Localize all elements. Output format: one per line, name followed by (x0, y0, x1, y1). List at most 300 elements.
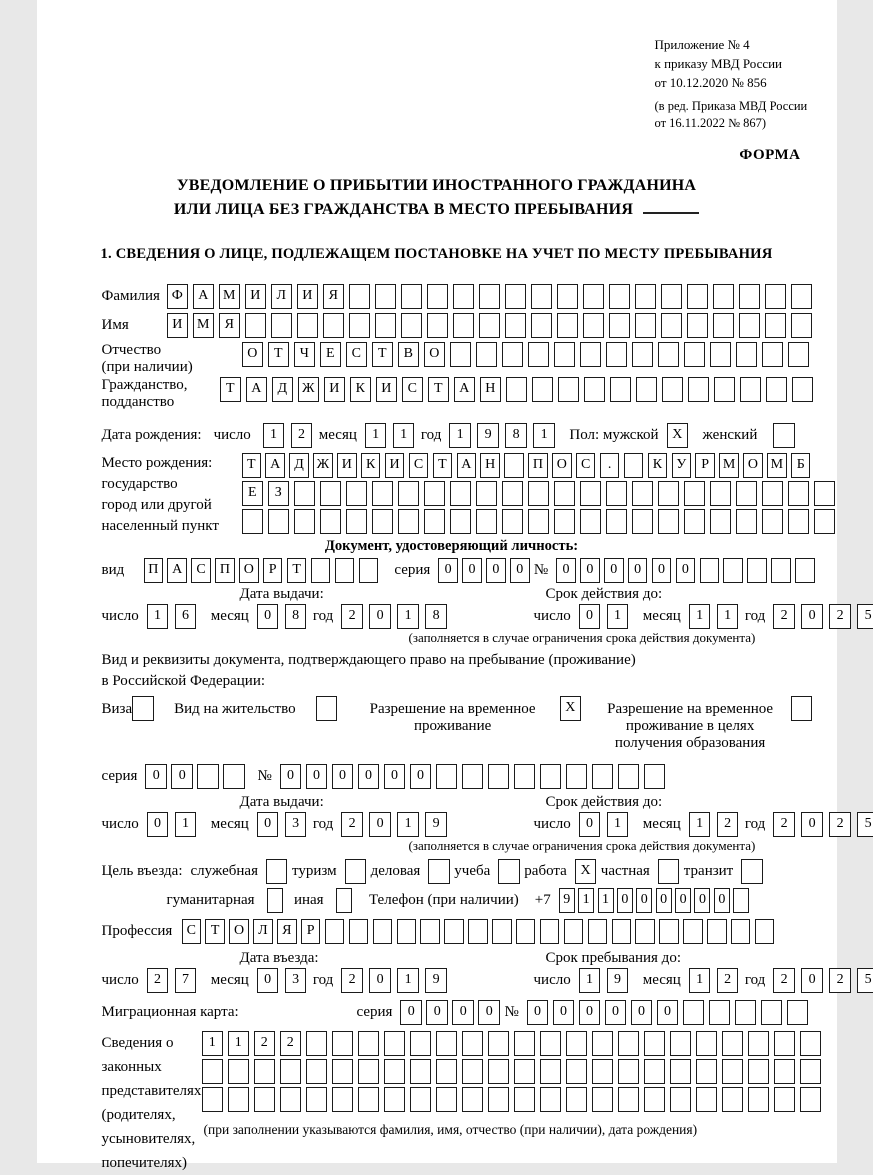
representative-cell[interactable] (670, 1059, 692, 1084)
surname-cell[interactable] (427, 284, 449, 309)
birthplace-cell[interactable] (580, 509, 602, 534)
representative-cell[interactable] (514, 1031, 536, 1056)
birthplace-cell[interactable] (268, 509, 290, 534)
valid-year-cell[interactable]: 5 (857, 604, 873, 629)
firstname-cell[interactable] (687, 313, 709, 338)
r-valid-day-cell[interactable]: 1 (607, 812, 629, 837)
patronymic-cell[interactable]: Т (268, 342, 290, 367)
birthplace-cell[interactable] (476, 509, 498, 534)
patronymic-cell[interactable]: О (424, 342, 446, 367)
profession-cell[interactable] (540, 919, 560, 944)
doc-number-cell[interactable] (771, 558, 791, 583)
migration-number-cell[interactable] (735, 1000, 757, 1025)
birthplace-cell[interactable] (476, 481, 498, 506)
birth-year-cell[interactable]: 9 (477, 423, 499, 448)
phone-digit-cell[interactable]: 0 (617, 888, 633, 913)
doc-number-cell[interactable] (795, 558, 815, 583)
citizenship-cell[interactable]: Т (220, 377, 242, 402)
representative-cell[interactable] (410, 1031, 432, 1056)
doc-number-cell[interactable]: 0 (652, 558, 672, 583)
birthplace-cell[interactable]: Р (695, 453, 715, 478)
residence-number-cell[interactable]: 0 (280, 764, 302, 789)
residence-number-cell[interactable]: 0 (306, 764, 328, 789)
profession-cell[interactable]: Л (253, 919, 273, 944)
profession-cell[interactable] (707, 919, 727, 944)
r-valid-year-cell[interactable]: 2 (829, 812, 851, 837)
birthplace-cell[interactable]: П (528, 453, 548, 478)
patronymic-cell[interactable] (502, 342, 524, 367)
patronymic-cell[interactable] (684, 342, 706, 367)
valid-year-cell[interactable]: 2 (773, 604, 795, 629)
representative-cell[interactable] (800, 1087, 822, 1112)
patronymic-cell[interactable] (450, 342, 472, 367)
doc-series-cell[interactable]: 0 (462, 558, 482, 583)
doc-number-cell[interactable] (723, 558, 743, 583)
residence-number-cell[interactable]: 0 (332, 764, 354, 789)
surname-cell[interactable]: А (193, 284, 215, 309)
patronymic-cell[interactable]: О (242, 342, 264, 367)
migration-series-cell[interactable]: 0 (426, 1000, 448, 1025)
doc-series-cell[interactable]: 0 (438, 558, 458, 583)
doc-kind-cell[interactable]: Т (287, 558, 307, 583)
surname-cell[interactable] (609, 284, 631, 309)
issue-month-cell[interactable]: 0 (257, 604, 279, 629)
r-issue-year-cell[interactable]: 1 (397, 812, 419, 837)
birthplace-cell[interactable]: М (767, 453, 787, 478)
patronymic-cell[interactable]: В (398, 342, 420, 367)
male-checkbox[interactable]: X (667, 423, 689, 448)
migration-number-cell[interactable]: 0 (631, 1000, 653, 1025)
issue-year-cell[interactable]: 8 (425, 604, 447, 629)
migration-series-cell[interactable]: 0 (452, 1000, 474, 1025)
valid-month-cell[interactable]: 1 (689, 604, 711, 629)
representative-cell[interactable] (462, 1059, 484, 1084)
birthplace-cell[interactable]: С (409, 453, 429, 478)
firstname-cell[interactable]: М (193, 313, 215, 338)
doc-number-cell[interactable]: 0 (580, 558, 600, 583)
representative-cell[interactable] (566, 1059, 588, 1084)
representative-cell[interactable] (696, 1059, 718, 1084)
r-issue-day-cell[interactable]: 0 (147, 812, 169, 837)
birth-month-cell[interactable]: 1 (365, 423, 387, 448)
birthplace-cell[interactable]: Ж (313, 453, 333, 478)
migration-series-cell[interactable]: 0 (478, 1000, 500, 1025)
birthplace-cell[interactable] (624, 453, 644, 478)
female-checkbox[interactable] (773, 423, 795, 448)
purpose-other-checkbox[interactable] (336, 888, 352, 913)
profession-cell[interactable]: О (229, 919, 249, 944)
surname-cell[interactable] (479, 284, 501, 309)
profession-cell[interactable] (564, 919, 584, 944)
birthplace-cell[interactable]: Е (242, 481, 264, 506)
surname-cell[interactable] (791, 284, 813, 309)
representative-cell[interactable] (384, 1031, 406, 1056)
representative-cell[interactable] (618, 1087, 640, 1112)
representative-cell[interactable] (332, 1031, 354, 1056)
phone-digit-cell[interactable]: 9 (559, 888, 575, 913)
patronymic-cell[interactable] (580, 342, 602, 367)
r-valid-year-cell[interactable]: 0 (801, 812, 823, 837)
representative-cell[interactable]: 1 (202, 1031, 224, 1056)
birthplace-cell[interactable] (684, 481, 706, 506)
phone-digit-cell[interactable]: 0 (694, 888, 710, 913)
representative-cell[interactable] (384, 1059, 406, 1084)
stay-year-cell[interactable]: 5 (857, 968, 873, 993)
representative-cell[interactable] (358, 1031, 380, 1056)
representative-cell[interactable] (280, 1059, 302, 1084)
surname-cell[interactable] (531, 284, 553, 309)
profession-cell[interactable] (659, 919, 679, 944)
residence-number-cell[interactable] (488, 764, 510, 789)
representative-cell[interactable] (566, 1087, 588, 1112)
firstname-cell[interactable] (661, 313, 683, 338)
surname-cell[interactable] (557, 284, 579, 309)
surname-cell[interactable] (375, 284, 397, 309)
doc-series-cell[interactable]: 0 (510, 558, 530, 583)
firstname-cell[interactable] (505, 313, 527, 338)
r-issue-month-cell[interactable]: 0 (257, 812, 279, 837)
profession-cell[interactable] (492, 919, 512, 944)
citizenship-cell[interactable]: И (376, 377, 398, 402)
representative-cell[interactable] (748, 1087, 770, 1112)
representative-cell[interactable] (540, 1031, 562, 1056)
birthplace-cell[interactable]: И (337, 453, 357, 478)
phone-digit-cell[interactable] (733, 888, 749, 913)
profession-cell[interactable] (325, 919, 345, 944)
birthplace-cell[interactable] (736, 509, 758, 534)
patronymic-cell[interactable] (554, 342, 576, 367)
representative-cell[interactable] (358, 1087, 380, 1112)
purpose-business-checkbox[interactable] (428, 859, 450, 884)
patronymic-cell[interactable] (606, 342, 628, 367)
r-valid-month-cell[interactable]: 1 (689, 812, 711, 837)
birthplace-cell[interactable]: Т (242, 453, 262, 478)
birthplace-cell[interactable]: А (457, 453, 477, 478)
representative-cell[interactable] (722, 1087, 744, 1112)
firstname-cell[interactable] (453, 313, 475, 338)
citizenship-cell[interactable]: А (454, 377, 476, 402)
birthplace-cell[interactable] (320, 509, 342, 534)
visa-checkbox[interactable] (132, 696, 154, 721)
residence-number-cell[interactable] (618, 764, 640, 789)
firstname-cell[interactable] (375, 313, 397, 338)
patronymic-cell[interactable] (658, 342, 680, 367)
doc-series-cell[interactable]: 0 (486, 558, 506, 583)
surname-cell[interactable]: Л (271, 284, 293, 309)
r-valid-day-cell[interactable]: 0 (579, 812, 601, 837)
phone-digit-cell[interactable]: 0 (714, 888, 730, 913)
birthplace-cell[interactable] (554, 509, 576, 534)
birth-day-cell[interactable]: 2 (291, 423, 313, 448)
patronymic-cell[interactable] (736, 342, 758, 367)
purpose-transit-checkbox[interactable] (741, 859, 763, 884)
entry-year-cell[interactable]: 2 (341, 968, 363, 993)
representative-cell[interactable] (488, 1059, 510, 1084)
residence-number-cell[interactable]: 0 (410, 764, 432, 789)
birthplace-cell[interactable] (580, 481, 602, 506)
migration-number-cell[interactable]: 0 (657, 1000, 679, 1025)
r-issue-year-cell[interactable]: 9 (425, 812, 447, 837)
patronymic-cell[interactable]: Т (372, 342, 394, 367)
citizenship-cell[interactable] (792, 377, 814, 402)
issue-month-cell[interactable]: 8 (285, 604, 307, 629)
stay-year-cell[interactable]: 2 (829, 968, 851, 993)
firstname-cell[interactable]: И (167, 313, 189, 338)
representative-cell[interactable] (670, 1087, 692, 1112)
representative-cell[interactable] (592, 1031, 614, 1056)
doc-kind-cell[interactable]: П (215, 558, 235, 583)
representative-cell[interactable] (618, 1031, 640, 1056)
firstname-cell[interactable] (713, 313, 735, 338)
patronymic-cell[interactable] (788, 342, 810, 367)
patronymic-cell[interactable] (476, 342, 498, 367)
birth-year-cell[interactable]: 8 (505, 423, 527, 448)
valid-month-cell[interactable]: 1 (717, 604, 739, 629)
surname-cell[interactable] (739, 284, 761, 309)
birthplace-cell[interactable]: . (600, 453, 620, 478)
birthplace-cell[interactable] (684, 509, 706, 534)
representative-cell[interactable] (644, 1059, 666, 1084)
birthplace-cell[interactable] (658, 509, 680, 534)
birthplace-cell[interactable] (736, 481, 758, 506)
edu-permit-checkbox[interactable] (791, 696, 813, 721)
profession-cell[interactable]: Р (301, 919, 321, 944)
representative-cell[interactable] (306, 1059, 328, 1084)
firstname-cell[interactable] (297, 313, 319, 338)
surname-cell[interactable] (687, 284, 709, 309)
birthplace-cell[interactable]: И (385, 453, 405, 478)
birth-year-cell[interactable]: 1 (449, 423, 471, 448)
profession-cell[interactable] (444, 919, 464, 944)
firstname-cell[interactable] (323, 313, 345, 338)
firstname-cell[interactable] (635, 313, 657, 338)
representative-cell[interactable] (800, 1059, 822, 1084)
doc-kind-cell[interactable]: А (167, 558, 187, 583)
firstname-cell[interactable] (765, 313, 787, 338)
representative-cell[interactable] (254, 1059, 276, 1084)
birthplace-cell[interactable]: А (265, 453, 285, 478)
firstname-cell[interactable] (739, 313, 761, 338)
residence-number-cell[interactable] (644, 764, 666, 789)
phone-digit-cell[interactable]: 0 (675, 888, 691, 913)
patronymic-cell[interactable]: Ч (294, 342, 316, 367)
profession-cell[interactable] (683, 919, 703, 944)
citizenship-cell[interactable]: Н (480, 377, 502, 402)
patronymic-cell[interactable]: Е (320, 342, 342, 367)
birthplace-cell[interactable]: К (648, 453, 668, 478)
migration-number-cell[interactable] (761, 1000, 783, 1025)
birthplace-cell[interactable]: З (268, 481, 290, 506)
surname-cell[interactable] (401, 284, 423, 309)
migration-number-cell[interactable] (683, 1000, 705, 1025)
representative-cell[interactable] (748, 1031, 770, 1056)
doc-kind-cell[interactable] (311, 558, 331, 583)
birthplace-cell[interactable] (504, 453, 524, 478)
citizenship-cell[interactable] (740, 377, 762, 402)
profession-cell[interactable] (373, 919, 393, 944)
issue-year-cell[interactable]: 0 (369, 604, 391, 629)
representative-cell[interactable] (592, 1059, 614, 1084)
representative-cell[interactable] (592, 1087, 614, 1112)
residence-series-cell[interactable]: 0 (145, 764, 167, 789)
citizenship-cell[interactable] (662, 377, 684, 402)
firstname-cell[interactable] (427, 313, 449, 338)
profession-cell[interactable] (349, 919, 369, 944)
birthplace-cell[interactable] (528, 509, 550, 534)
stay-month-cell[interactable]: 2 (717, 968, 739, 993)
birthplace-cell[interactable] (424, 509, 446, 534)
purpose-private-checkbox[interactable] (658, 859, 680, 884)
r-issue-year-cell[interactable]: 2 (341, 812, 363, 837)
profession-cell[interactable] (468, 919, 488, 944)
representative-cell[interactable] (202, 1059, 224, 1084)
doc-number-cell[interactable] (700, 558, 720, 583)
patronymic-cell[interactable] (710, 342, 732, 367)
firstname-cell[interactable] (791, 313, 813, 338)
migration-number-cell[interactable] (709, 1000, 731, 1025)
issue-year-cell[interactable]: 2 (341, 604, 363, 629)
representative-cell[interactable] (436, 1087, 458, 1112)
birthplace-cell[interactable] (528, 481, 550, 506)
birthplace-cell[interactable] (294, 509, 316, 534)
profession-cell[interactable]: С (182, 919, 202, 944)
birthplace-cell[interactable] (502, 481, 524, 506)
firstname-cell[interactable] (609, 313, 631, 338)
patronymic-cell[interactable] (528, 342, 550, 367)
representative-cell[interactable] (410, 1059, 432, 1084)
stay-day-cell[interactable]: 1 (579, 968, 601, 993)
profession-cell[interactable] (516, 919, 536, 944)
birthplace-cell[interactable] (788, 481, 810, 506)
phone-digit-cell[interactable]: 0 (656, 888, 672, 913)
firstname-cell[interactable] (557, 313, 579, 338)
entry-year-cell[interactable]: 0 (369, 968, 391, 993)
entry-month-cell[interactable]: 3 (285, 968, 307, 993)
birthplace-cell[interactable] (294, 481, 316, 506)
patronymic-cell[interactable]: С (346, 342, 368, 367)
citizenship-cell[interactable]: Ж (298, 377, 320, 402)
purpose-humanitarian-checkbox[interactable] (267, 888, 283, 913)
migration-series-cell[interactable]: 0 (400, 1000, 422, 1025)
birthplace-cell[interactable] (632, 509, 654, 534)
representative-cell[interactable] (202, 1087, 224, 1112)
residence-number-cell[interactable] (514, 764, 536, 789)
representative-cell[interactable] (462, 1087, 484, 1112)
birthplace-cell[interactable]: У (672, 453, 692, 478)
representative-cell[interactable] (566, 1031, 588, 1056)
representative-cell[interactable] (384, 1087, 406, 1112)
entry-day-cell[interactable]: 2 (147, 968, 169, 993)
representative-cell[interactable] (228, 1087, 250, 1112)
birthplace-cell[interactable]: О (743, 453, 763, 478)
profession-cell[interactable] (420, 919, 440, 944)
representative-cell[interactable] (540, 1059, 562, 1084)
r-issue-day-cell[interactable]: 1 (175, 812, 197, 837)
firstname-cell[interactable] (531, 313, 553, 338)
representative-cell[interactable] (722, 1031, 744, 1056)
birthplace-cell[interactable]: Б (791, 453, 811, 478)
representative-cell[interactable] (774, 1087, 796, 1112)
representative-cell[interactable] (774, 1031, 796, 1056)
doc-kind-cell[interactable]: Р (263, 558, 283, 583)
representative-cell[interactable] (514, 1087, 536, 1112)
birthplace-cell[interactable] (762, 481, 784, 506)
residence-series-cell[interactable] (223, 764, 245, 789)
birthplace-cell[interactable] (320, 481, 342, 506)
firstname-cell[interactable] (479, 313, 501, 338)
birthplace-cell[interactable] (814, 509, 836, 534)
firstname-cell[interactable] (271, 313, 293, 338)
surname-cell[interactable] (453, 284, 475, 309)
surname-cell[interactable]: М (219, 284, 241, 309)
birthplace-cell[interactable] (658, 481, 680, 506)
r-issue-year-cell[interactable]: 0 (369, 812, 391, 837)
stay-day-cell[interactable]: 9 (607, 968, 629, 993)
doc-number-cell[interactable]: 0 (676, 558, 696, 583)
surname-cell[interactable] (635, 284, 657, 309)
representative-cell[interactable] (436, 1031, 458, 1056)
representative-cell[interactable]: 1 (228, 1031, 250, 1056)
doc-number-cell[interactable]: 0 (628, 558, 648, 583)
birthplace-cell[interactable] (632, 481, 654, 506)
migration-number-cell[interactable]: 0 (605, 1000, 627, 1025)
birthplace-cell[interactable] (814, 481, 836, 506)
entry-month-cell[interactable]: 0 (257, 968, 279, 993)
representative-cell[interactable] (748, 1059, 770, 1084)
citizenship-cell[interactable] (584, 377, 606, 402)
entry-day-cell[interactable]: 7 (175, 968, 197, 993)
birthplace-cell[interactable]: О (552, 453, 572, 478)
representative-cell[interactable] (800, 1031, 822, 1056)
phone-digit-cell[interactable]: 1 (598, 888, 614, 913)
stay-month-cell[interactable]: 1 (689, 968, 711, 993)
surname-cell[interactable] (765, 284, 787, 309)
citizenship-cell[interactable] (532, 377, 554, 402)
representative-cell[interactable] (696, 1087, 718, 1112)
doc-kind-cell[interactable]: П (144, 558, 164, 583)
patronymic-cell[interactable] (762, 342, 784, 367)
doc-number-cell[interactable]: 0 (604, 558, 624, 583)
profession-cell[interactable]: Т (205, 919, 225, 944)
migration-number-cell[interactable]: 0 (527, 1000, 549, 1025)
doc-number-cell[interactable] (747, 558, 767, 583)
issue-year-cell[interactable]: 1 (397, 604, 419, 629)
doc-kind-cell[interactable]: О (239, 558, 259, 583)
citizenship-cell[interactable] (610, 377, 632, 402)
birthplace-cell[interactable] (788, 509, 810, 534)
citizenship-cell[interactable]: А (246, 377, 268, 402)
valid-year-cell[interactable]: 0 (801, 604, 823, 629)
representative-cell[interactable] (644, 1031, 666, 1056)
residence-number-cell[interactable] (436, 764, 458, 789)
birthplace-cell[interactable] (554, 481, 576, 506)
representative-cell[interactable] (306, 1087, 328, 1112)
birthplace-cell[interactable] (710, 481, 732, 506)
representative-cell[interactable] (358, 1059, 380, 1084)
citizenship-cell[interactable]: С (402, 377, 424, 402)
doc-kind-cell[interactable]: С (191, 558, 211, 583)
birthplace-cell[interactable] (502, 509, 524, 534)
r-issue-month-cell[interactable]: 3 (285, 812, 307, 837)
residence-series-cell[interactable] (197, 764, 219, 789)
purpose-tourism-checkbox[interactable] (345, 859, 367, 884)
firstname-cell[interactable] (401, 313, 423, 338)
migration-number-cell[interactable]: 0 (553, 1000, 575, 1025)
birthplace-cell[interactable] (710, 509, 732, 534)
residence-number-cell[interactable] (566, 764, 588, 789)
birthplace-cell[interactable]: М (719, 453, 739, 478)
citizenship-cell[interactable] (558, 377, 580, 402)
